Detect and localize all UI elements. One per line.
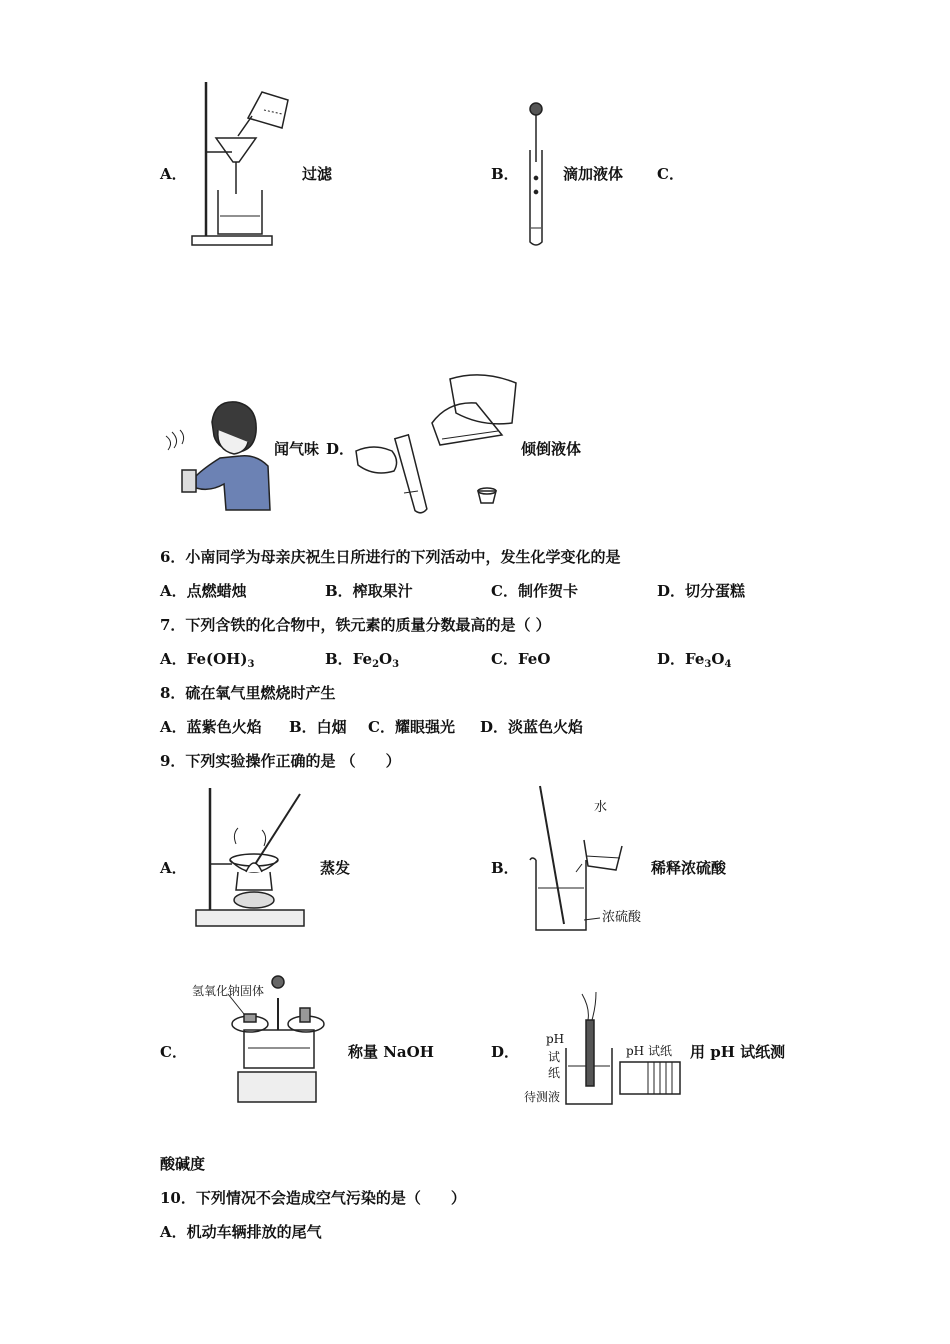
q5-option-d-text: 倾倒液体 bbox=[521, 440, 582, 458]
q6-option-d: D．切分蛋糕 bbox=[657, 582, 746, 600]
filtration-figure bbox=[190, 78, 300, 250]
q6-option-c: C．制作贺卡 bbox=[491, 582, 578, 600]
q8-question: 8．硫在氧气里燃烧时产生 bbox=[160, 684, 336, 702]
q8-option-d: D．淡蓝色火焰 bbox=[480, 718, 584, 736]
dilution-water-label: 水 bbox=[594, 800, 608, 815]
balance-figure bbox=[192, 968, 332, 1108]
q9-option-b-label: B． bbox=[491, 859, 519, 877]
q5-option-d-label: D． bbox=[326, 440, 355, 458]
q9-option-c-text: 称量 NaOH bbox=[348, 1043, 434, 1061]
smelling-figure bbox=[160, 392, 272, 514]
q7-option-a-label: A． bbox=[160, 650, 187, 668]
q5-option-c-text: 闻气味 bbox=[274, 440, 320, 458]
q7-question: 7．下列含铁的化合物中，铁元素的质量分数最高的是（ ） bbox=[160, 616, 551, 634]
ph-fig-label-shi: 试 bbox=[548, 1050, 561, 1064]
ph-fig-label-strip: pH 试纸 bbox=[626, 1044, 672, 1058]
q7-option-a bbox=[160, 649, 254, 675]
q7-option-a-formula: Fe(OH) bbox=[186, 650, 248, 668]
q5-option-b-label: B． bbox=[491, 165, 519, 183]
ph-test-figure bbox=[522, 990, 687, 1108]
q9-option-b-text: 稀释浓硫酸 bbox=[651, 859, 727, 877]
q9-option-c-label: C． bbox=[160, 1043, 187, 1061]
q7-b-o: O bbox=[379, 650, 393, 668]
q9-option-a-text: 蒸发 bbox=[320, 859, 351, 877]
ph-fig-label-ph: pH bbox=[546, 1032, 565, 1046]
evaporation-figure bbox=[192, 784, 310, 932]
q6-question: 6．小南同学为母亲庆祝生日所进行的下列活动中，发生化学变化的是 bbox=[160, 548, 621, 566]
q7-b-fe: Fe bbox=[352, 650, 373, 668]
q5-option-c-label: C． bbox=[657, 165, 684, 183]
q5-option-b-text: 滴加液体 bbox=[563, 165, 624, 183]
q7-d-fe: Fe bbox=[685, 650, 705, 668]
q10-question: 10．下列情况不会造成空气污染的是（ ） bbox=[160, 1189, 466, 1207]
q8-option-c: C．耀眼强光 bbox=[368, 718, 455, 736]
q8-option-b: B．白烟 bbox=[289, 718, 347, 736]
balance-naoh-label: 氢氧化钠固体 bbox=[192, 984, 265, 998]
ph-fig-label-zhi: 纸 bbox=[548, 1066, 561, 1080]
q6-option-a: A．点燃蜡烛 bbox=[160, 582, 247, 600]
pouring-figure bbox=[352, 365, 520, 515]
q7-option-c-label: C． bbox=[491, 650, 518, 668]
ph-fig-label-liquid: 待测液 bbox=[524, 1090, 561, 1104]
q7-b-sub2: 3 bbox=[392, 659, 400, 670]
q9-option-d-text: 用 pH 试纸测 bbox=[690, 1043, 786, 1061]
dilution-acid-label: 浓硫酸 bbox=[602, 910, 642, 925]
q7-option-b-label: B． bbox=[325, 650, 353, 668]
dropper-figure bbox=[522, 100, 552, 250]
q7-option-b bbox=[325, 649, 399, 675]
q7-option-c-formula: FeO bbox=[517, 650, 551, 668]
q9-option-d-label: D． bbox=[491, 1043, 520, 1061]
q10-option-a: A．机动车辆排放的尾气 bbox=[160, 1223, 322, 1241]
q7-d-sub2: 4 bbox=[724, 659, 732, 670]
q7-option-a-sub: 3 bbox=[247, 659, 255, 670]
q8-option-a: A．蓝紫色火焰 bbox=[160, 718, 262, 736]
q7-option-d bbox=[657, 649, 731, 675]
dilution-figure bbox=[524, 784, 649, 934]
q5-option-a-label: A． bbox=[160, 165, 187, 183]
q9-option-d-tail: 酸碱度 bbox=[160, 1155, 206, 1173]
q9-question: 9．下列实验操作正确的是 （ ） bbox=[160, 752, 401, 770]
q9-option-a-label: A． bbox=[160, 859, 187, 877]
q7-d-sub1: 3 bbox=[704, 659, 712, 670]
q7-b-sub1: 2 bbox=[372, 659, 380, 670]
q7-d-o: O bbox=[711, 650, 725, 668]
q6-option-b: B．榨取果汁 bbox=[325, 582, 413, 600]
q5-option-a-text: 过滤 bbox=[302, 165, 333, 183]
q7-option-d-label: D． bbox=[657, 650, 686, 668]
q7-option-c bbox=[491, 649, 550, 669]
